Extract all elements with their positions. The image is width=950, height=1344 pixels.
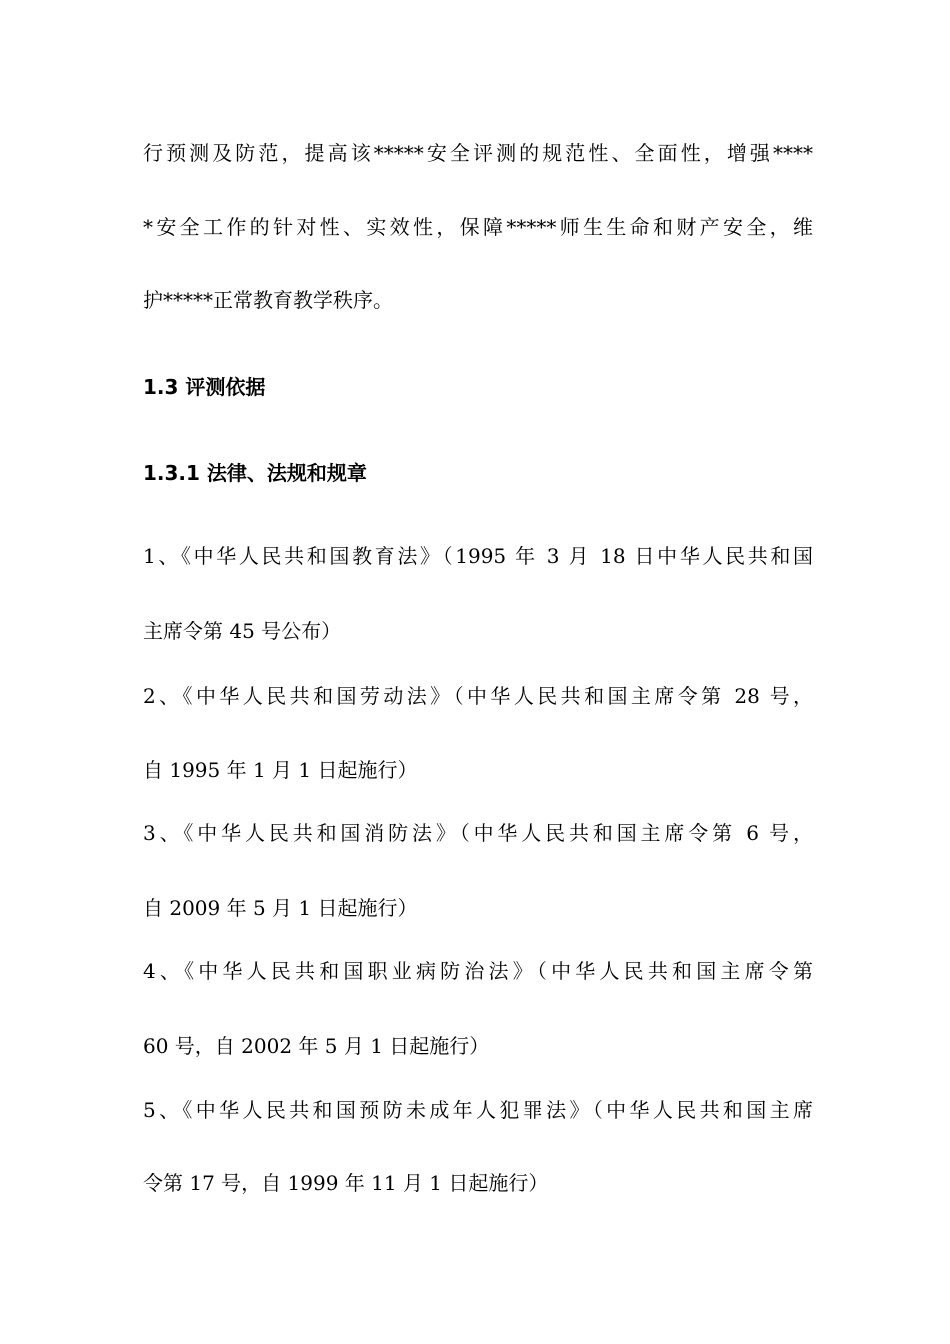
law-item-4-line-1: 4、《中华人民共和国职业病防治法》（中华人民共和国主席令第 — [143, 959, 813, 983]
law-item-2-line-2: 自 1995 年 1 月 1 日起施行） — [143, 758, 418, 782]
law-item-1-line-1: 1、《中华人民共和国教育法》（1995 年 3 月 18 日中华人民共和国 — [143, 544, 813, 568]
law-item-1-line-2: 主席令第 45 号公布） — [143, 619, 342, 643]
law-item-2-line-1: 2、《中华人民共和国劳动法》（中华人民共和国主席令第 28 号， — [143, 684, 813, 708]
law-item-3-line-2: 自 2009 年 5 月 1 日起施行） — [143, 896, 418, 920]
subsection-heading: 1.3.1 法律、法规和规章 — [143, 461, 367, 485]
intro-line-1: 行预测及防范，提高该*****安全评测的规范性、全面性，增强**** — [143, 141, 813, 165]
law-item-3-line-1: 3、《中华人民共和国消防法》（中华人民共和国主席令第 6 号， — [143, 821, 813, 845]
law-item-5-line-2: 令第 17 号，自 1999 年 11 月 1 日起施行） — [143, 1171, 549, 1195]
intro-line-2: *安全工作的针对性、实效性，保障*****师生生命和财产安全，维 — [143, 215, 813, 239]
intro-line-3: 护*****正常教育教学秩序。 — [143, 288, 393, 312]
law-item-5-line-1: 5、《中华人民共和国预防未成年人犯罪法》（中华人民共和国主席 — [143, 1098, 813, 1122]
section-heading: 1.3 评测依据 — [143, 375, 266, 399]
law-item-4-line-2: 60 号，自 2002 年 5 月 1 日起施行） — [143, 1034, 490, 1058]
